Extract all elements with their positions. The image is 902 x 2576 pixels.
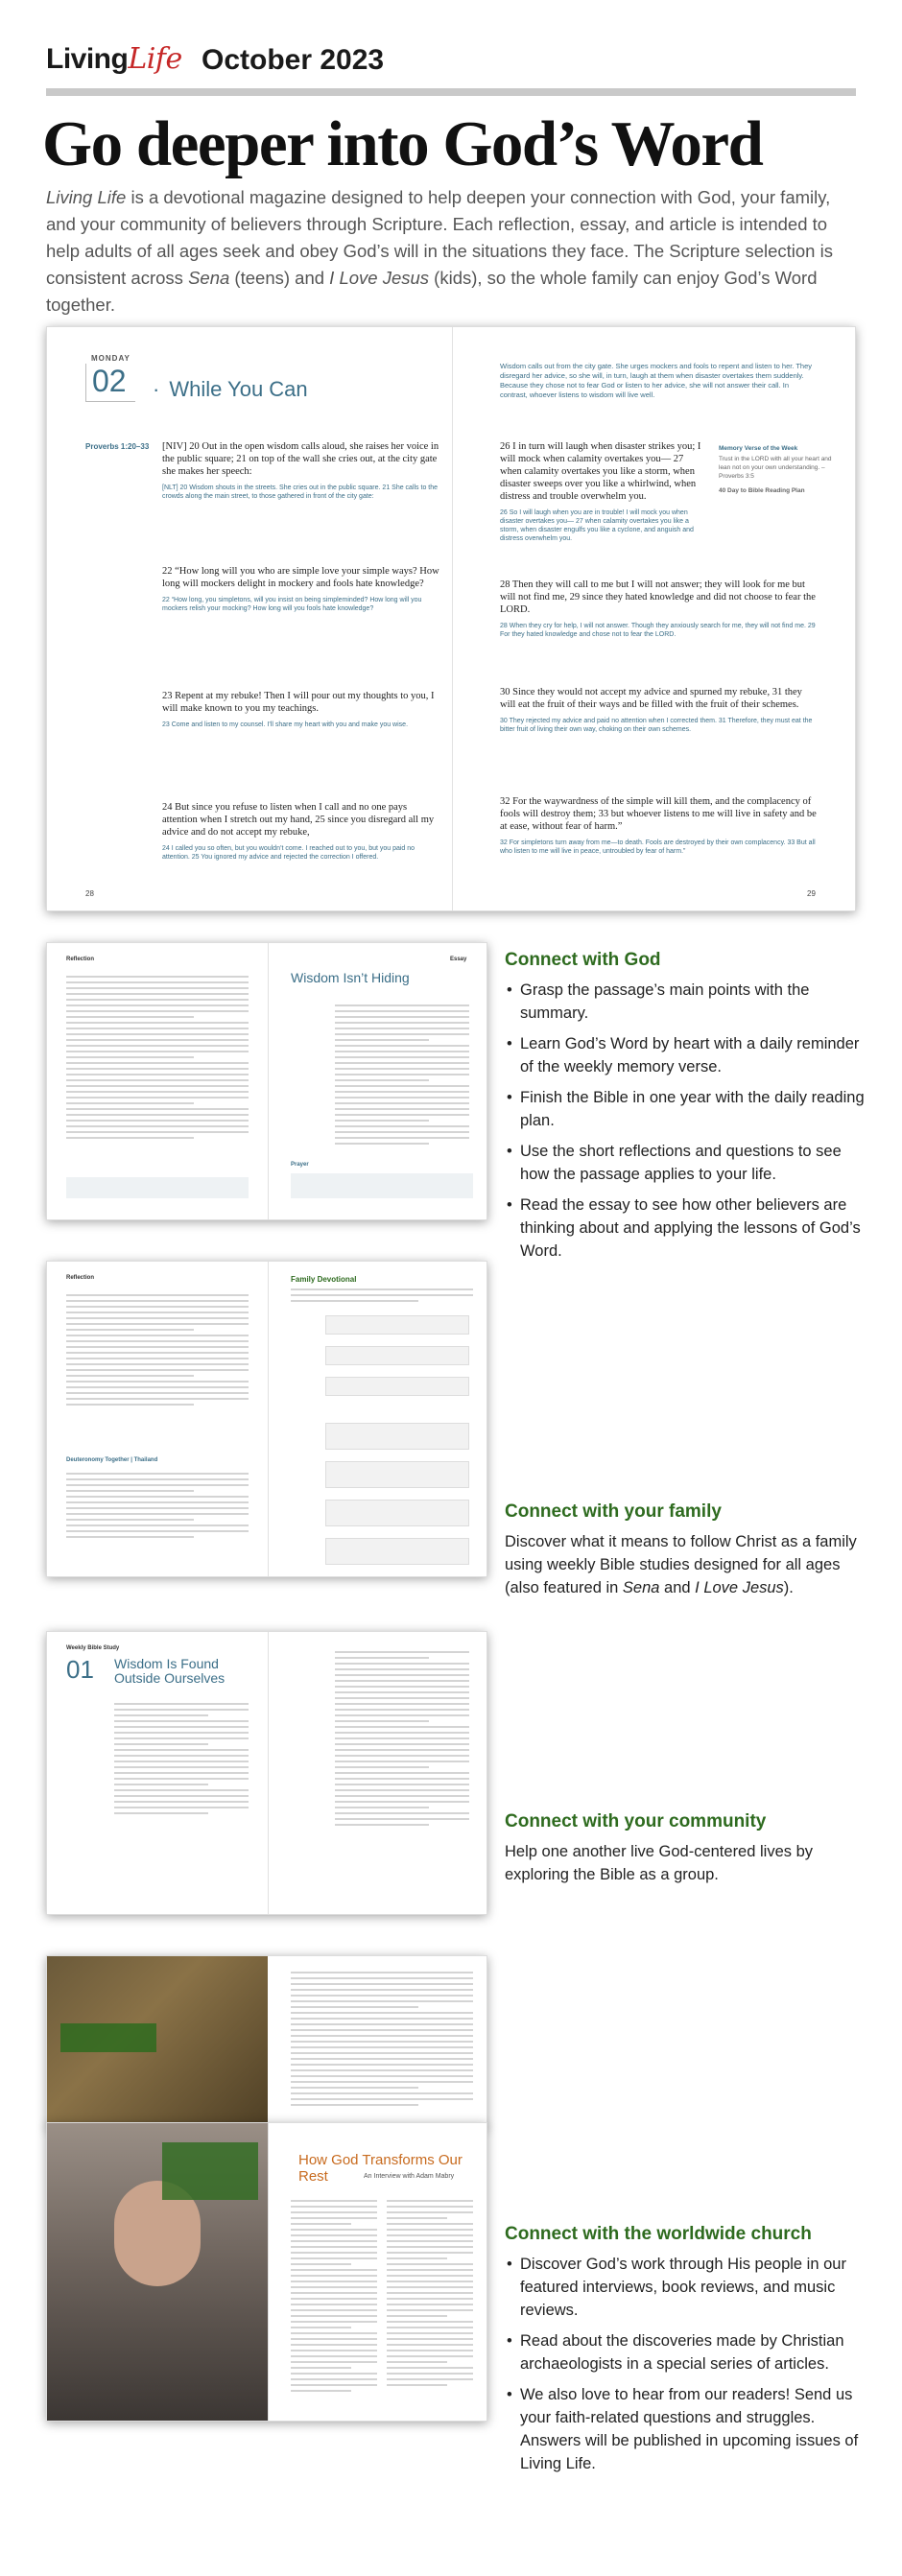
day-number: 02 <box>85 364 135 402</box>
feature-list <box>505 979 869 1263</box>
reflection-essay-spread <box>46 942 487 1220</box>
section-text: Help one another live God-centered lives by exploring the Bible as a group. <box>505 1843 814 1883</box>
text-column <box>335 1651 469 1830</box>
archaeology-article-spread <box>46 1955 487 2128</box>
text-column <box>66 976 249 1143</box>
intro-paragraph: Living Life is a devotional magazine designed to help deepen your connection with God, your family, and your community of believers through Scripture. Each reflection, essay, and article is intended to help adults of all ages seek and obey God’s will in the situations they face. The Scripture selection is consistent across Sena (teens) and I Love Jesus (kids), so the whole family can enjoy God’s Word together. <box>46 187 833 315</box>
reflection-question-box <box>66 1177 249 1198</box>
header-divider <box>46 88 856 96</box>
discussion-box <box>325 1423 469 1450</box>
list-item: • Use the short reflections and questions to see how the passage applies to your life. <box>505 1140 869 1186</box>
section-label: Reflection <box>66 957 95 962</box>
weekly-bible-study-spread <box>46 1631 487 1915</box>
text-column <box>387 2200 473 2390</box>
interview-title: How God Transforms Our Rest <box>298 2152 463 2185</box>
study-title: Wisdom Is Found Outside Ourselves <box>114 1656 226 1686</box>
text-column <box>291 1288 473 1306</box>
list-item: • Discover God’s work through His people in our featured interviews, book reviews, and music reviews. <box>505 2253 869 2322</box>
list-item: • Learn God’s Word by heart with a daily reminder of the weekly memory verse. <box>505 1032 869 1078</box>
issue-date: October 2023 <box>202 44 385 76</box>
discussion-box <box>325 1461 469 1488</box>
list-item: • Read about the discoveries made by Christian archaeologists in a special series of articles. <box>505 2329 869 2375</box>
spread-gutter <box>268 1632 269 1914</box>
interview-article-spread <box>46 2122 487 2422</box>
list-item: • Read the essay to see how other believers are thinking about and applying the lessons of God’s Word. <box>505 1193 869 1263</box>
verse-block: [NIV] 20 Out in the open wisdom calls aloud, she raises her voice in the public square; 21 on top of the wall she cries out, at the city gate she makes her speech: [NLT] 20 Wisdom shouts in the streets. She cries out in the public square. 21 She calls to the crowds along the main street, to those gathered in front of the city gate: <box>162 441 439 500</box>
text-column <box>291 1972 473 2110</box>
verse-block: 22 “How long will you who are simple love your simple ways? How long will mockers delight in mockery and fools hate knowledge? 22 “How long, you simpletons, will you insist on being simpleminded? How long will you mockers relish your mocking? How long will you fools hate knowledge? <box>162 566 439 612</box>
list-item: • Grasp the passage’s main points with the summary. <box>505 979 869 1025</box>
text-column <box>66 1473 249 1542</box>
text-column <box>335 1004 469 1148</box>
living-life-logo: LivingLife <box>46 42 182 76</box>
discussion-box <box>325 1377 469 1396</box>
connect-with-church-section <box>505 2224 869 2483</box>
verse-block: 23 Repent at my rebuke! Then I will pour out my thoughts to you, I will make known to you my teachings. 23 Come and listen to my counsel. I’ll share my heart with you and make you wise. <box>162 691 435 728</box>
feature-list <box>505 2253 869 2475</box>
day-label: MONDAY <box>91 354 131 363</box>
section-text: Discover what it means to follow Christ as a family using weekly Bible studies designed for all ages (also featured in Sena and I Love Jesus). <box>505 1533 857 1596</box>
memory-verse-sidebar: Memory Verse of the Week Trust in the LORD with all your heart and lean not on your own understanding. – Proverbs 3:5 40 Day to Bible Reading Plan <box>719 445 832 494</box>
verse-block: 24 But since you refuse to listen when I call and no one pays attention when I stretch out my hand, 25 since you disregard all my advice and do not accept my rebuke, 24 I called you so often, but you wouldn’t come. I reached out to you, but you paid no attention. 25 You ignored my advice and rejected the correction I offered. <box>162 802 435 861</box>
discussion-box <box>325 1315 469 1335</box>
text-column <box>291 2200 377 2396</box>
section-label: Weekly Bible Study <box>66 1645 120 1651</box>
section-heading: Connect with the worldwide church <box>505 2224 812 2244</box>
section-heading: Connect with your family <box>505 1501 722 1522</box>
spread-gutter <box>452 327 453 910</box>
section-label: Reflection <box>66 1275 95 1281</box>
section-heading: Connect with God <box>505 950 661 970</box>
connect-with-family-section <box>505 1501 869 1599</box>
family-devotional-spread <box>46 1261 487 1577</box>
connect-with-god-section <box>505 950 869 1270</box>
list-item: • We also love to hear from our readers! Send us your faith-related questions and struggles. Answers will be published in upcoming issues of Living Life. <box>505 2383 869 2475</box>
discussion-box <box>325 1538 469 1565</box>
discussion-box <box>325 1346 469 1365</box>
verse-block: 26 I in turn will laugh when disaster strikes you; I will mock when calamity overtakes you— 27 when calamity overtakes you like a storm, when disaster sweeps over you like a whirlwind, when distress and trouble overwhelm you. 26 So I will laugh when you are in trouble! I will mock you when disaster overtakes you— 27 when calamity overtakes you like a storm, when disaster engulfs you like a cyclone, and anguish and distress overwhelm you. <box>500 441 701 542</box>
passage-reference: Proverbs 1:20–33 <box>85 442 150 451</box>
page-number: 29 <box>807 889 816 898</box>
connect-with-community-section <box>505 1811 869 1886</box>
verse-block: 30 Since they would not accept my advice and spurned my rebuke, 31 they will eat the fruit of their ways and be filled with the fruit of their schemes. 30 They rejected my advice and paid no attention when I corrected them. 31 Therefore, they must eat the bitter fruit of living their own way, choking on their own schemes. <box>500 687 813 733</box>
day-title: · While You Can <box>153 377 308 401</box>
sample-devotional-spread <box>46 326 856 911</box>
study-number: 01 <box>66 1655 94 1684</box>
spread-gutter <box>268 943 269 1219</box>
list-item: • Finish the Bible in one year with the daily reading plan. <box>505 1086 869 1132</box>
essay-title: Wisdom Isn’t Hiding <box>291 970 410 985</box>
section-heading: Connect with your community <box>505 1811 767 1832</box>
text-column <box>66 1294 249 1409</box>
sub-section-label: Deuteronomy Together | Thailand <box>66 1457 158 1463</box>
discussion-box <box>325 1500 469 1526</box>
spread-gutter <box>268 1262 269 1576</box>
caption-box <box>60 2023 156 2052</box>
pull-quote-box <box>162 2142 258 2200</box>
prayer-box <box>291 1173 473 1198</box>
interview-subtitle: An Interview with Adam Mabry <box>364 2173 455 2180</box>
verse-block: 32 For the waywardness of the simple will kill them, and the complacency of fools will destroy them; 33 but whoever listens to me will live in safety and be at ease, without fear of harm.” 32 For simpletons turn away from me—to death. Fools are destroyed by their own complacency. 33 But all who listen to me will live in peace, untroubled by fear of harm.” <box>500 796 817 855</box>
verse-block: 28 Then they will call to me but I will not answer; they will look for me but will not find me, 29 since they hated knowledge and did not choose to fear the LORD. 28 When they cry for help, I will not answer. Though they anxiously search for me, they will not find me. 29 For they hated knowledge and chose not to fear the LORD. <box>500 579 816 638</box>
spread-gutter <box>268 2123 269 2421</box>
prayer-label: Prayer <box>291 1162 309 1168</box>
passage-summary: Wisdom calls out from the city gate. She urges mockers and fools to repent and listen to her. They disregard her advice, so she will, in turn, laugh at them when disaster overtakes them suddenly. Because they chose not to fear God or listen to her advice, she will not answer their call. In contrast, whoever listens to wisdom will live well. <box>500 362 813 399</box>
page-headline: Go deeper into God’s Word <box>42 108 763 179</box>
text-column <box>114 1703 249 1818</box>
section-label: Essay <box>450 957 467 962</box>
bullet-icon: · <box>153 377 160 401</box>
family-devotional-title: Family Devotional <box>291 1275 357 1284</box>
page-number: 28 <box>85 889 94 898</box>
